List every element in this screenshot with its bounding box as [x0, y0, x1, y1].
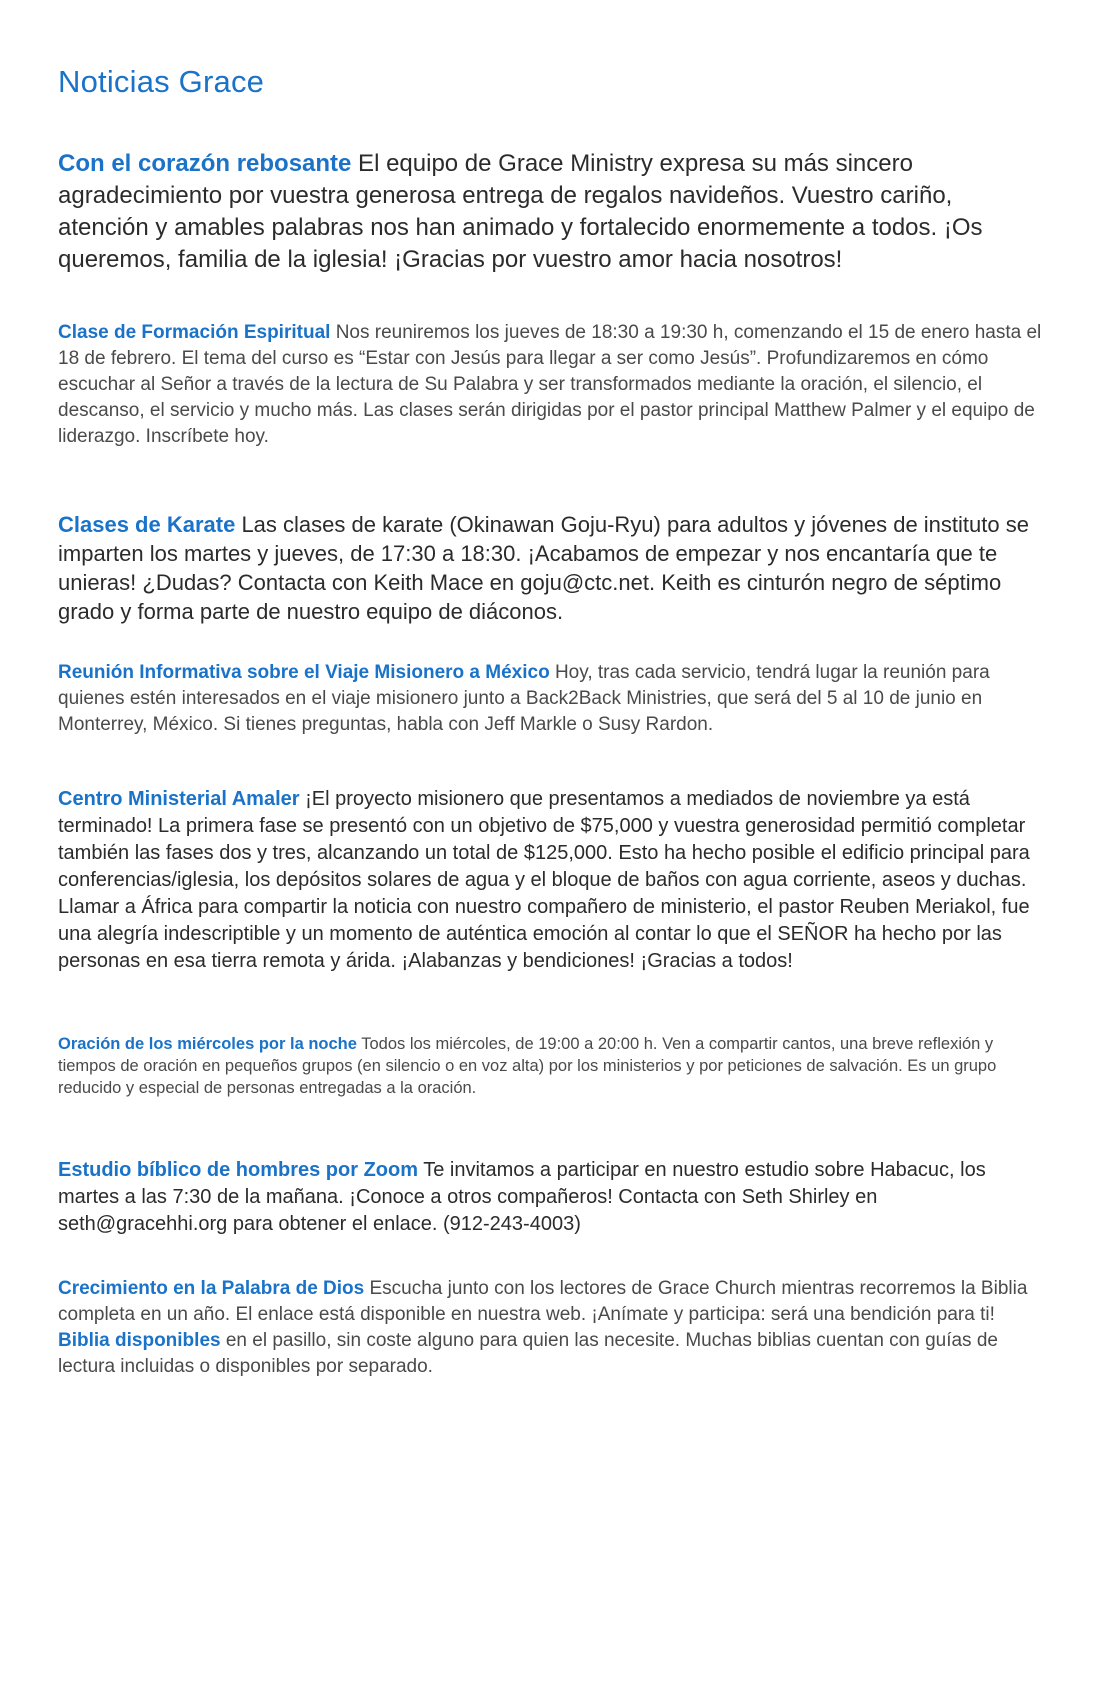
news-item-heading: Crecimiento en la Palabra de Dios	[58, 1278, 365, 1299]
news-item-text: Escucha junto con los lectores de Grace Church mientras recorremos la Biblia completa en un año. El enlace está disponible en nuestra web. ¡Anímate y participa: será una bendición para ti!	[58, 1278, 1028, 1325]
bulletin-page	[58, 64, 1048, 1380]
news-item-heading: Con el corazón rebosante	[58, 150, 352, 177]
news-item-subheading: Biblia disponibles	[58, 1330, 221, 1351]
news-item-heading: Clases de Karate	[58, 512, 236, 537]
news-item-heading: Centro Ministerial Amaler	[58, 788, 300, 810]
news-item-text: El equipo de Grace Ministry expresa su más sincero agradecimiento por vuestra generosa entrega de regalos navideños. Vuestro cariño, atención y amables palabras nos han animado y fortalecido enormemente a todos. ¡Os queremos, familia de la iglesia! ¡Gracias por vuestro amor hacia nosotros!	[58, 150, 983, 273]
news-item-formacion-espiritual	[58, 320, 1048, 450]
news-item-text: Te invitamos a participar en nuestro estudio sobre Habacuc, los martes a las 7:30 de la mañana. ¡Conoce a otros compañeros! Contacta con Seth Shirley en seth@gracehhi.org para obtener el enlace. (912-243-4003)	[58, 1159, 986, 1235]
news-item-viaje-misionero	[58, 660, 1048, 738]
news-item-corazon-rebosante	[58, 148, 1048, 276]
news-item-crecimiento-palabra	[58, 1276, 1048, 1380]
news-item-text: Nos reuniremos los jueves de 18:30 a 19:30 h, comenzando el 15 de enero hasta el 18 de febrero. El tema del curso es “Estar con Jesús para llegar a ser como Jesús”. Profundizaremos en cómo escuchar al Señor a través de la lectura de Su Palabra y ser transformados mediante la oración, el silencio, el descanso, el servicio y mucho más. Las clases serán dirigidas por el pastor principal Matthew Palmer y el equipo de liderazgo. Inscríbete hoy.	[58, 322, 1042, 447]
page-title: Noticias Grace	[58, 64, 265, 99]
news-item-centro-amaler	[58, 786, 1048, 975]
news-item-text-continued: en el pasillo, sin coste alguno para quien las necesite. Muchas biblias cuentan con guías de lectura incluidas o disponibles por separado.	[58, 1330, 998, 1377]
news-item-text: Todos los miércoles, de 19:00 a 20:00 h. Ven a compartir cantos, una breve reflexión y tiempos de oración en pequeños grupos (en silencio o en voz alta) por los ministerios y por peticiones de salvación. Es un grupo reducido y especial de personas entregadas a la oración.	[58, 1035, 997, 1097]
news-item-karate	[58, 510, 1048, 626]
news-item-heading: Clase de Formación Espiritual	[58, 322, 331, 343]
news-item-heading: Oración de los miércoles por la noche	[58, 1035, 357, 1053]
news-item-text: Hoy, tras cada servicio, tendrá lugar la reunión para quienes estén interesados en el viaje misionero junto a Back2Back Ministries, que será del 5 al 10 de junio en Monterrey, México. Si tienes preguntas, habla con Jeff Markle o Susy Rardon.	[58, 662, 990, 735]
news-item-heading: Estudio bíblico de hombres por Zoom	[58, 1159, 419, 1181]
news-item-oracion-miercoles	[58, 1033, 1048, 1099]
news-item-estudio-zoom	[58, 1157, 1048, 1238]
news-item-heading: Reunión Informativa sobre el Viaje Misionero a México	[58, 662, 550, 683]
news-item-text: Las clases de karate (Okinawan Goju-Ryu) para adultos y jóvenes de instituto se imparten los martes y jueves, de 17:30 a 18:30. ¡Acabamos de empezar y nos encantaría que te unieras! ¿Dudas? Contacta con Keith Mace en goju@ctc.net. Keith es cinturón negro de séptimo grado y forma parte de nuestro equipo de diáconos.	[58, 512, 1029, 624]
news-item-text: ¡El proyecto misionero que presentamos a mediados de noviembre ya está terminado! La primera fase se presentó con un objetivo de $75,000 y vuestra generosidad permitió completar también las fases dos y tres, alcanzando un total de $125,000. Esto ha hecho posible el edificio principal para conferencias/iglesia, los depósitos solares de agua y el bloque de baños con agua corriente, aseos y duchas. Llamar a África para compartir la noticia con nuestro compañero de ministerio, el pastor Reuben Meriakol, fue una alegría indescriptible y un momento de auténtica emoción al contar lo que el SEÑOR ha hecho por las personas en esa tierra remota y árida. ¡Alabanzas y bendiciones! ¡Gracias a todos!	[58, 788, 1030, 972]
